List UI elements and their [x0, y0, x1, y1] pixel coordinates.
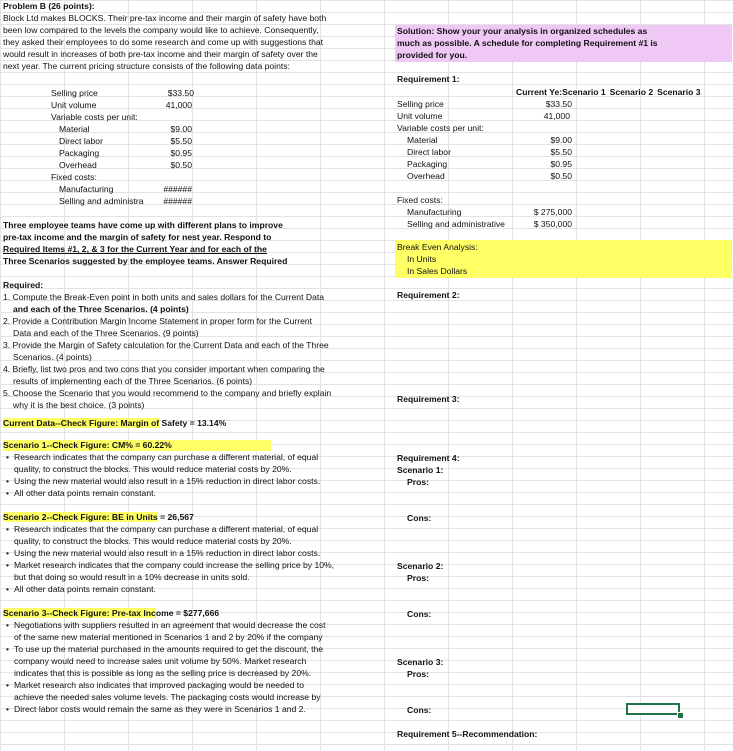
scenario3-value: ome = $277,666 [155, 608, 220, 618]
direct-labor-value[interactable]: $5.50 [170, 136, 192, 146]
r-material-label: Material [407, 135, 438, 145]
req1-title: Requirement 1: [397, 74, 460, 84]
req3-title: Requirement 3: [397, 394, 460, 404]
req5-title: Requirement 5--Recommendation: [397, 729, 538, 739]
unit-volume-label: Unit volume [51, 100, 97, 110]
scenario2-bullet: • Using the new material would also result in a 15% reduction in direct labor costs. [14, 548, 320, 559]
scenario3-cons: Cons: [407, 705, 432, 715]
teams-line: pre-tax income and the margin of safety for nest year. Respond to [3, 232, 272, 242]
required-line: 5. Choose the Scenario that you would recommend to the company and briefly explain [3, 388, 332, 398]
col-current-year[interactable]: Current Ye: [516, 87, 563, 97]
intro-line: been low compared to the levels the company would like to achieve. Consequently, [3, 25, 319, 35]
teams-line: Three Scenarios suggested by the employee teams. Answer Required [3, 256, 288, 266]
overhead-value[interactable]: $0.50 [170, 160, 192, 170]
r-direct-labor-label: Direct labor [407, 147, 451, 157]
intro-line: they asked their employees to do some research and come up with suggestions that [3, 37, 324, 47]
required-line: and each of the Three Scenarios. (4 points) [13, 304, 189, 314]
in-sales-dollars-label: In Sales Dollars [407, 266, 468, 276]
r-overhead-label: Overhead [407, 171, 445, 181]
r-direct-labor-value[interactable]: $5.50 [550, 147, 572, 157]
scenario3-highlight: Scenario 3--Check Figure: Pre-tax Inc [3, 608, 156, 618]
solution-line: Solution: Show your your analysis in organized schedules as [397, 26, 648, 36]
problem-title: Problem B (26 points): [3, 1, 95, 11]
required-line: Data and each of the Three Scenarios. (9 points) [13, 328, 199, 338]
selling-admin-value[interactable]: ###### [163, 196, 192, 206]
scenario3-bullet: • Market research also indicates that improved packaging would be needed to [14, 680, 304, 691]
required-title: Required: [3, 280, 44, 290]
required-line: why it is the best choice. (3 points) [13, 400, 145, 410]
scenario2-value: = 26,567 [157, 512, 194, 522]
solution-line: provided for you. [397, 50, 468, 60]
required-line: Scenarios. (4 points) [13, 352, 92, 362]
material-label: Material [59, 124, 90, 134]
col-scenario-3[interactable]: Scenario 3 [657, 87, 701, 97]
r-material-value[interactable]: $9.00 [550, 135, 572, 145]
r-overhead-value[interactable]: $0.50 [550, 171, 572, 181]
packaging-value[interactable]: $0.95 [170, 148, 192, 158]
r-unit-volume-value[interactable]: 41,000 [543, 111, 570, 121]
r-selling-admin-label: Selling and administrative [407, 219, 505, 229]
overhead-label: Overhead [59, 160, 97, 170]
scenario3-title [3, 608, 219, 619]
r-selling-admin-value[interactable]: $ 350,000 [533, 219, 572, 229]
scenario2-cons: Cons: [407, 609, 432, 619]
r-manufacturing-value[interactable]: $ 275,000 [533, 207, 572, 217]
col-scenario-1[interactable]: Scenario 1 [562, 87, 606, 97]
intro-line: Block Ltd makes BLOCKS. Their pre-tax income and their margin of safety have both [3, 13, 327, 23]
col-scenario-2[interactable]: Scenario 2 [609, 87, 654, 97]
scenario3-bullet-cont: of the same new material mentioned in Scenarios 1 and 2 by 20% if the company [14, 632, 323, 642]
scenario2-bullet: • Market research indicates that the company could increase the selling price by 10%, [14, 560, 334, 571]
scenario1-pros: Pros: [407, 477, 429, 487]
req4-title: Requirement 4: [397, 453, 460, 463]
selling-admin-label: Selling and administra [59, 196, 144, 206]
direct-labor-label: Direct labor [59, 136, 103, 146]
required-line: results of implementing each of the Three Scenarios. (6 points) [13, 376, 253, 386]
scenario1-bullet: • All other data points remain constant. [14, 488, 156, 499]
scenario3-bullet: • Direct labor costs would remain the same as they were in Scenarios 1 and 2. [14, 704, 306, 715]
req2-title: Requirement 2: [397, 290, 460, 300]
scenario2-pros: Pros: [407, 573, 429, 583]
intro-line: next year. The current pricing structure consists of the following data points: [3, 61, 290, 71]
scenario2-bullet: • All other data points remain constant. [14, 584, 156, 595]
scenario1-bullet-cont: quality, to construct the blocks. This would reduce material costs by 20%. [14, 464, 292, 474]
unit-volume-value[interactable]: 41,000 [165, 100, 192, 110]
selected-cell[interactable] [626, 703, 680, 715]
fixed-costs-label: Fixed costs: [51, 172, 97, 182]
packaging-label: Packaging [59, 148, 100, 158]
scenario3-bullet-cont: company would need to increase sales unit volume by 50%. Market research [14, 656, 307, 666]
r-selling-price-value[interactable]: $33.50 [545, 99, 572, 109]
teams-line: Required Items #1, 2, & 3 for the Current Year and for each of the [3, 244, 267, 254]
r-fixed-costs-label: Fixed costs: [397, 195, 443, 205]
column-headers [516, 87, 701, 98]
solution-line: much as possible. A schedule for completing Requirement #1 is [397, 38, 658, 48]
r-packaging-value[interactable]: $0.95 [550, 159, 572, 169]
scenario3-label: Scenario 3: [397, 657, 444, 667]
scenario2-label: Scenario 2: [397, 561, 444, 571]
required-line: 3. Provide the Margin of Safety calculation for the Current Data and each of the Three [3, 340, 329, 350]
required-line: 2. Provide a Contribution Margin Income Statement in proper form for the Current [3, 316, 313, 326]
r-packaging-label: Packaging [407, 159, 448, 169]
scenario1-label: Scenario 1: [397, 465, 444, 475]
scenario1-cons: Cons: [407, 513, 432, 523]
r-manufacturing-label: Manufacturing [407, 207, 462, 217]
selling-price-value[interactable]: $33.50 [167, 88, 194, 98]
current-check-figure [3, 418, 226, 429]
in-units-label: In Units [407, 254, 437, 264]
scenario2-highlight: Scenario 2--Check Figure: BE in Units [3, 512, 158, 522]
material-value[interactable]: $9.00 [170, 124, 192, 134]
required-line: 4. Briefly, list two pros and two cons that you consider important when comparing the [3, 364, 325, 374]
scenario2-bullet-cont: quality, to construct the blocks. This would reduce material costs by 20%. [14, 536, 292, 546]
scenario1-bullet: • Research indicates that the company can purchase a different material, of equal [14, 452, 318, 463]
fill-handle[interactable] [677, 712, 684, 719]
scenario1-title: Scenario 1--Check Figure: CM% = 60.22% [3, 440, 271, 451]
var-costs-label: Variable costs per unit: [51, 112, 138, 122]
manufacturing-label: Manufacturing [59, 184, 114, 194]
scenario2-title [3, 512, 194, 523]
required-line: 1. Compute the Break-Even point in both units and sales dollars for the Current Data [3, 292, 325, 302]
r-selling-price-label: Selling price [397, 99, 444, 109]
scenario2-bullet: • Research indicates that the company can purchase a different material, of equal [14, 524, 318, 535]
manufacturing-value[interactable]: ###### [163, 184, 192, 194]
scenario3-bullet: • To use up the material purchased in the amounts required to get the discount, the [14, 644, 323, 655]
teams-line: Three employee teams have come up with different plans to improve [3, 220, 283, 230]
scenario1-bullet: • Using the new material would also result in a 15% reduction in direct labor costs. [14, 476, 320, 487]
break-even-label: Break Even Analysis: [397, 242, 478, 252]
selling-price-label: Selling price [51, 88, 98, 98]
scenario3-bullet: • Negotiations with suppliers resulted in an agreement that would decrease the cost [14, 620, 325, 631]
intro-line: would result in increases of both pre-tax income and their margin of safety over the [3, 49, 318, 59]
scenario3-bullet-cont: indicates that this is possible as long as the selling price is decreased by 20%. [14, 668, 312, 678]
scenario2-bullet-cont: but that doing so would result in a 10% decrease in units sold. [14, 572, 250, 582]
current-check-value: Safety = 13.14% [159, 418, 227, 428]
scenario3-bullet-cont: achieve the needed sales volume levels. The packaging costs would increase by [14, 692, 321, 702]
r-var-costs-label: Variable costs per unit: [397, 123, 484, 133]
current-check-highlight: Current Data--Check Figure: Margin of [3, 418, 160, 428]
r-unit-volume-label: Unit volume [397, 111, 443, 121]
scenario3-pros: Pros: [407, 669, 429, 679]
